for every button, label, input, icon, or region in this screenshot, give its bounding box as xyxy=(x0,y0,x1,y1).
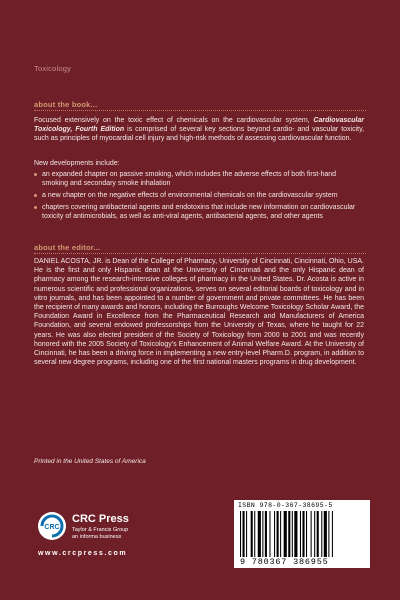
bullet-dot-icon xyxy=(34,194,37,197)
list-item-text: a new chapter on the negative effects of environmental chemicals on the cardiovascular system xyxy=(42,191,338,199)
logo-lettering: CRC xyxy=(44,524,60,531)
intro-text-pre: Focused extensively on the toxic effect of chemicals on the cardiovascular system, xyxy=(34,117,314,124)
publisher-website: www.crcpress.com xyxy=(38,550,128,557)
publisher-logo-block xyxy=(38,512,198,562)
isbn-text: ISBN 978-0-367-38695-5 xyxy=(238,502,333,509)
intro-text-post: is comprised of several key sections beyond cardio- and vascular toxicity, such as principles of myocardial cell injury and high-risk methods of assessing cardiovascular function. xyxy=(34,126,365,143)
barcode-block xyxy=(234,500,370,568)
list-item xyxy=(34,191,364,200)
publisher-group: Taylor & Francis Group xyxy=(72,527,129,533)
bullet-dot-icon xyxy=(34,206,37,209)
printed-notice: Printed in the United States of America xyxy=(34,458,146,465)
list-item xyxy=(34,203,364,221)
about-book-intro xyxy=(34,116,364,144)
list-item-text: an expanded chapter on passive smoking, which includes the adverse effects of both first-hand smoking and secondary smoke inhalation xyxy=(42,171,337,188)
about-book-heading: about the book... xyxy=(34,100,98,109)
about-book-divider xyxy=(34,110,366,111)
about-editor-heading: about the editor... xyxy=(34,243,101,252)
about-editor-divider xyxy=(34,253,366,254)
new-developments-list xyxy=(34,170,364,224)
bullet-dot-icon xyxy=(34,173,37,176)
book-title: Cardiovascular Toxicology, Fourth Edition xyxy=(34,117,364,134)
publisher-name: CRC Press xyxy=(72,513,129,525)
barcode-number: 9 780367 386955 xyxy=(240,557,364,567)
new-developments-label: New developments include: xyxy=(34,160,120,167)
publisher-sub xyxy=(72,527,128,541)
editor-bio: DANIEL ACOSTA, JR. is Dean of the College of Pharmacy, University of Cincinnati, Cincinnati, Ohio, USA. He is the first and only Hispanic dean at the University of Cincinnati and the only Hispanic dean of pharmacy among the research-intensive colleges of pharmacy in the United States. Dr. Acosta is active in numerous scientific and professional organizations, serves on several editorial boards of toxicology and in vitro journals, and has been appointed to a number of government and private committees. He has been the recipient of many awards and honors, including the Burroughs Welcome Toxicology Scholar Award, the Foundation Award in Excellence from the Pharmaceutical Research and Manufacturers of America Foundation, and several endowed professorships from the University of Texas, where he taught for 22 years. He was also elected president of the Society of Toxicology from 2000 to 2001 and was recently honored with the 2005 Society of Toxicology's Enhancement of Animal Welfare Award. At the University of Cincinnati, he has been a driving force in implementing a new entry-level Pharm.D. program, in addition to several new degree programs, including one of the first national masters programs in drug development. xyxy=(34,258,364,367)
publisher-tagline: an informa business xyxy=(72,534,122,540)
crc-logo-icon xyxy=(38,512,66,540)
barcode-icon xyxy=(240,511,364,557)
list-item-text: chapters covering antibacterial agents and endotoxins that include new information on cardiovascular toxicity of antimicrobials, as well as anti-viral agents, antibacterial agents, and other agents xyxy=(42,203,356,220)
category-label: Toxicology xyxy=(34,64,72,73)
list-item xyxy=(34,170,364,188)
